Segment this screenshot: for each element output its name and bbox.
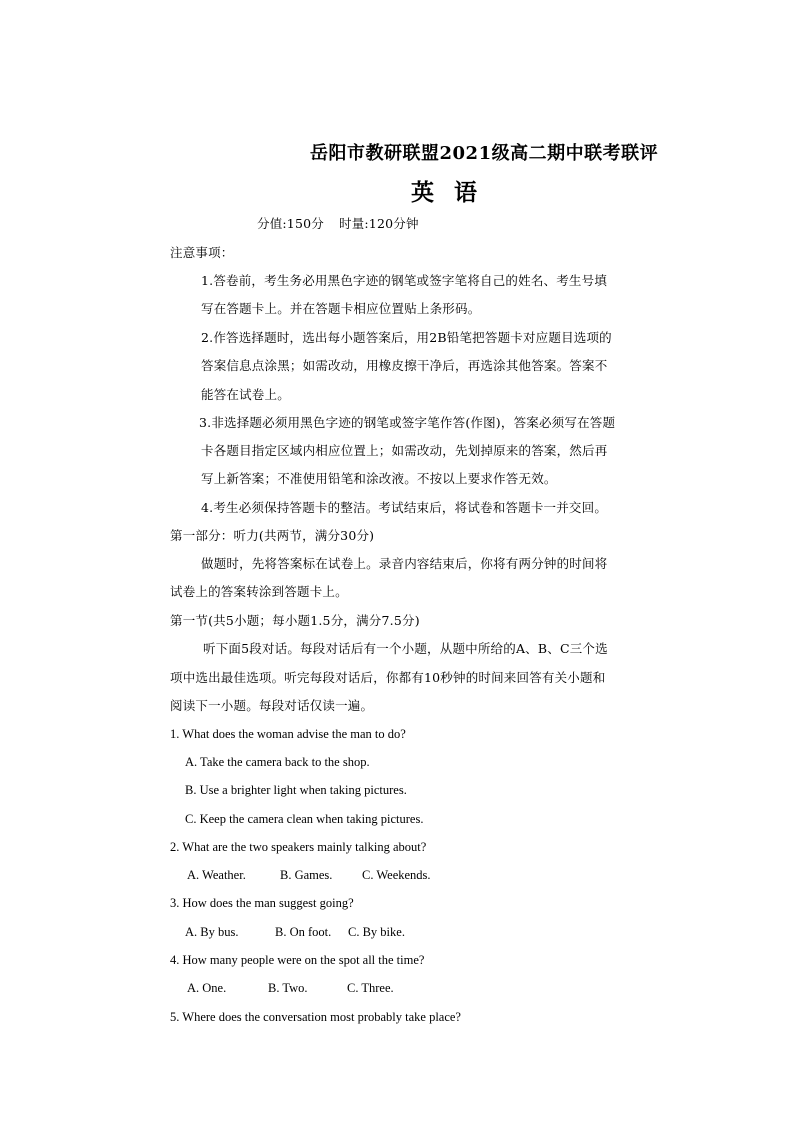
score-info: 分值:150分 <box>257 216 324 231</box>
question-option: A. One. <box>187 981 227 995</box>
section1-intro-line: 听下面5段对话。每段对话后有一个小题，从题中所给的A、B、C三个选 <box>203 641 608 656</box>
part1-intro-line: 做题时，先将答案标在试卷上。录音内容结束后，你将有两分钟的时间将 <box>201 556 608 571</box>
question-option: B. Games. <box>280 868 333 882</box>
notice-line: 3.非选择题必须用黑色字迹的钢笔或签字笔作答(作图)，答案必须写在答题 <box>199 415 616 430</box>
notice-line: 2.作答选择题时，选出每小题答案后，用2B铅笔把答题卡对应题目选项的 <box>201 330 612 345</box>
question-option: C. Keep the camera clean when taking pictures. <box>185 812 424 826</box>
question-option: C. Three. <box>347 981 394 995</box>
exam-title: 岳阳市教研联盟2021级高二期中联考联评 <box>310 143 659 164</box>
notice-line: 卡各题目指定区域内相应位置上；如需改动，先划掉原来的答案，然后再 <box>201 443 608 458</box>
question-option: B. Two. <box>268 981 308 995</box>
notice-heading: 注意事项： <box>170 245 234 260</box>
question-stem: 4. How many people were on the spot all the time? <box>170 953 425 967</box>
question-stem: 1. What does the woman advise the man to do? <box>170 727 406 741</box>
part1-intro-line: 试卷上的答案转涂到答题卡上。 <box>170 584 348 599</box>
section1-heading: 第一节(共5小题；每小题1.5分，满分7.5分) <box>170 613 420 628</box>
question-option: B. Use a brighter light when taking pictures. <box>185 783 407 797</box>
question-stem: 5. Where does the conversation most probably take place? <box>170 1010 461 1024</box>
section1-intro-line: 项中选出最佳选项。听完每段对话后，你都有10秒钟的时间来回答有关小题和 <box>170 670 606 685</box>
question-option: A. Take the camera back to the shop. <box>185 755 370 769</box>
time-info: 时量:120分钟 <box>339 216 419 231</box>
section1-intro-line: 阅读下一小题。每段对话仅读一遍。 <box>170 698 374 713</box>
question-option: C. Weekends. <box>362 868 431 882</box>
notice-line: 4.考生必须保持答题卡的整洁。考试结束后，将试卷和答题卡一并交回。 <box>201 500 608 515</box>
notice-line: 写上新答案；不准使用铅笔和涂改液。不按以上要求作答无效。 <box>201 471 557 486</box>
question-option: A. By bus. <box>185 925 239 939</box>
part1-heading: 第一部分：听力(共两节，满分30分) <box>170 528 375 543</box>
question-option: A. Weather. <box>187 868 246 882</box>
notice-line: 答案信息点涂黑；如需改动，用橡皮擦干净后，再选涂其他答案。答案不 <box>201 358 608 373</box>
question-option: B. On foot. <box>275 925 332 939</box>
notice-line: 1.答卷前，考生务必用黑色字迹的钢笔或签字笔将自己的姓名、考生号填 <box>201 273 608 288</box>
notice-line: 写在答题卡上。并在答题卡相应位置贴上条形码。 <box>201 301 481 316</box>
question-stem: 3. How does the man suggest going? <box>170 896 354 910</box>
notice-line: 能答在试卷上。 <box>201 387 290 402</box>
question-option: C. By bike. <box>348 925 405 939</box>
question-stem: 2. What are the two speakers mainly talking about? <box>170 840 427 854</box>
subject-title: 英 语 <box>411 179 484 206</box>
